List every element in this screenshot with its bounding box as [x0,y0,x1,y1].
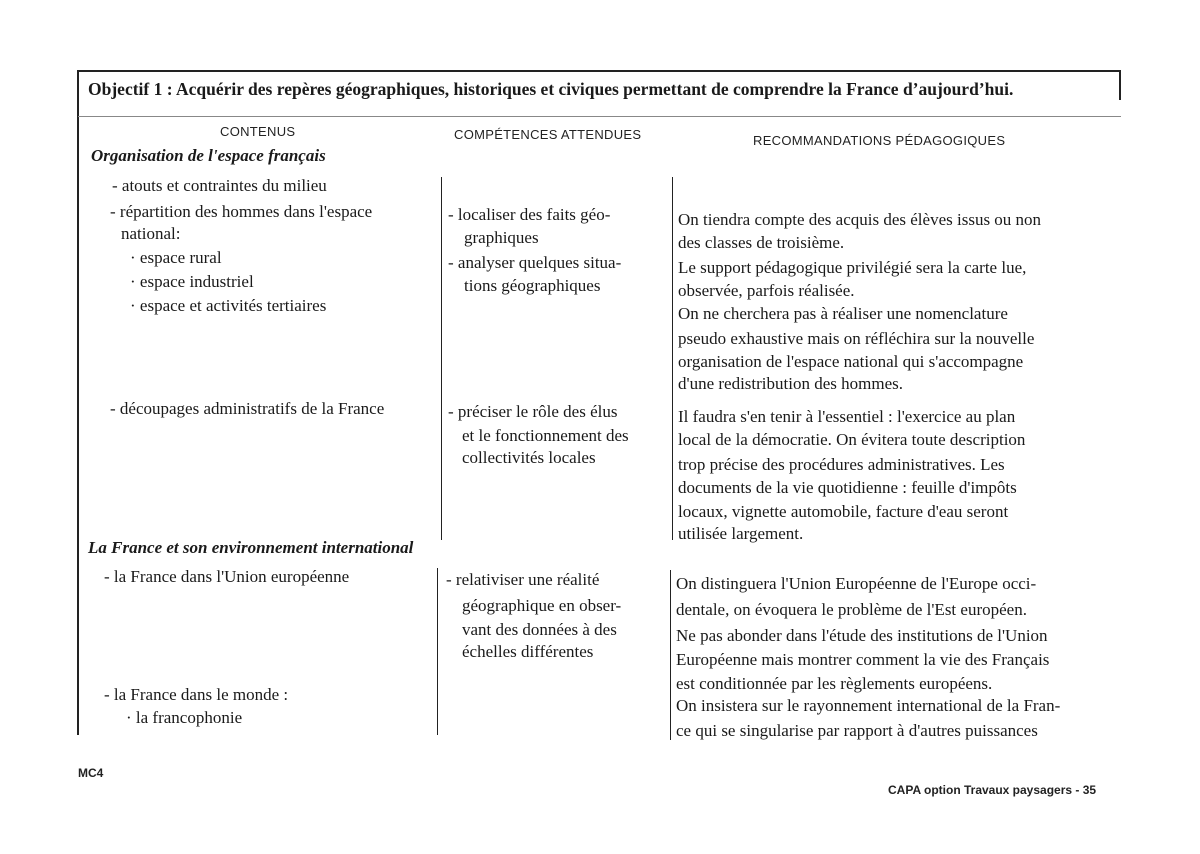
frame-right-border [1119,70,1121,100]
objective-underline [78,116,1121,117]
column-separator-1-lower [437,568,438,735]
recommandation-line: d'une redistribution des hommes. [678,374,903,393]
recommandation-line: Le support pédagogique privilégié sera la carte lue, [678,258,1027,277]
competence-item: graphiques [464,228,539,247]
recommandation-line: Européenne mais montrer comment la vie des Français [676,650,1050,669]
frame-left-border [77,70,79,735]
competence-item: - préciser le rôle des élus [448,402,618,421]
contenu-subitem: · la francophonie [126,708,243,727]
recommandation-line: des classes de troisième. [678,233,845,252]
recommandation-line: local de la démocratie. On évitera toute description [678,430,1026,449]
recommandation-line: dentale, on évoquera le problème de l'Est européen. [676,600,1027,619]
contenu-subitem: · espace rural [130,248,222,267]
recommandation-line: ce qui se singularise par rapport à d'autres puissances [676,721,1038,740]
contenu-subitem: · espace et activités tertiaires [130,296,327,315]
column-separator-1-upper [441,177,442,540]
recommandation-line: utilisée largement. [678,524,804,543]
header-competences: COMPÉTENCES ATTENDUES [454,127,642,142]
contenu-item: - la France dans l'Union européenne [104,567,350,586]
contenu-item: - répartition des hommes dans l'espace [110,202,373,221]
competence-item: collectivités locales [462,448,596,467]
competence-item: - localiser des faits géo- [448,205,611,224]
column-separator-2-lower [670,570,671,740]
column-separator-2-upper [672,177,673,540]
recommandation-line: On distinguera l'Union Européenne de l'Europe occi- [676,574,1037,593]
recommandation-line: pseudo exhaustive mais on réfléchira sur la nouvelle [678,329,1035,348]
competence-item: - relativiser une réalité [446,570,600,589]
recommandation-line: locaux, vignette automobile, facture d'eau seront [678,502,1009,521]
frame-top-border [78,70,1121,72]
contenu-item: - la France dans le monde : [104,685,289,704]
competence-item: échelles différentes [462,642,594,661]
section-title-environnement-international: La France et son environnement international [88,538,414,557]
competence-item: et le fonctionnement des [462,426,629,445]
competence-item: géographique en obser- [462,596,622,615]
objective-title: Objectif 1 : Acquérir des repères géographiques, historiques et civiques permettant de comprendre la France d’aujourd’hui. [88,79,1014,99]
competence-item: - analyser quelques situa- [448,253,622,272]
section-title-espace-francais: Organisation de l'espace français [91,146,326,165]
contenu-item: - atouts et contraintes du milieu [112,176,327,195]
recommandation-line: trop précise des procédures administratives. Les [678,455,1005,474]
recommandation-line: documents de la vie quotidienne : feuille d'impôts [678,478,1017,497]
contenu-subitem: · espace industriel [130,272,254,291]
contenu-item: - découpages administratifs de la France [110,399,385,418]
recommandation-line: On insistera sur le rayonnement international de la Fran- [676,696,1061,715]
header-contenus: CONTENUS [220,124,296,139]
competence-item: vant des données à des [462,620,617,639]
header-recommandations: RECOMMANDATIONS PÉDAGOGIQUES [753,133,1006,148]
recommandation-line: On ne cherchera pas à réaliser une nomenclature [678,304,1008,323]
recommandation-line: organisation de l'espace national qui s'accompagne [678,352,1024,371]
footer-page: CAPA option Travaux paysagers - 35 [888,783,1097,797]
recommandation-line: observée, parfois réalisée. [678,281,855,300]
recommandation-line: Ne pas abonder dans l'étude des institutions de l'Union [676,626,1048,645]
recommandation-line: Il faudra s'en tenir à l'essentiel : l'exercice au plan [678,407,1016,426]
recommandation-line: est conditionnée par les règlements européens. [676,674,993,693]
competence-item: tions géographiques [464,276,601,295]
footer-code: MC4 [78,766,104,780]
recommandation-line: On tiendra compte des acquis des élèves issus ou non [678,210,1042,229]
contenu-item: national: [121,224,181,243]
